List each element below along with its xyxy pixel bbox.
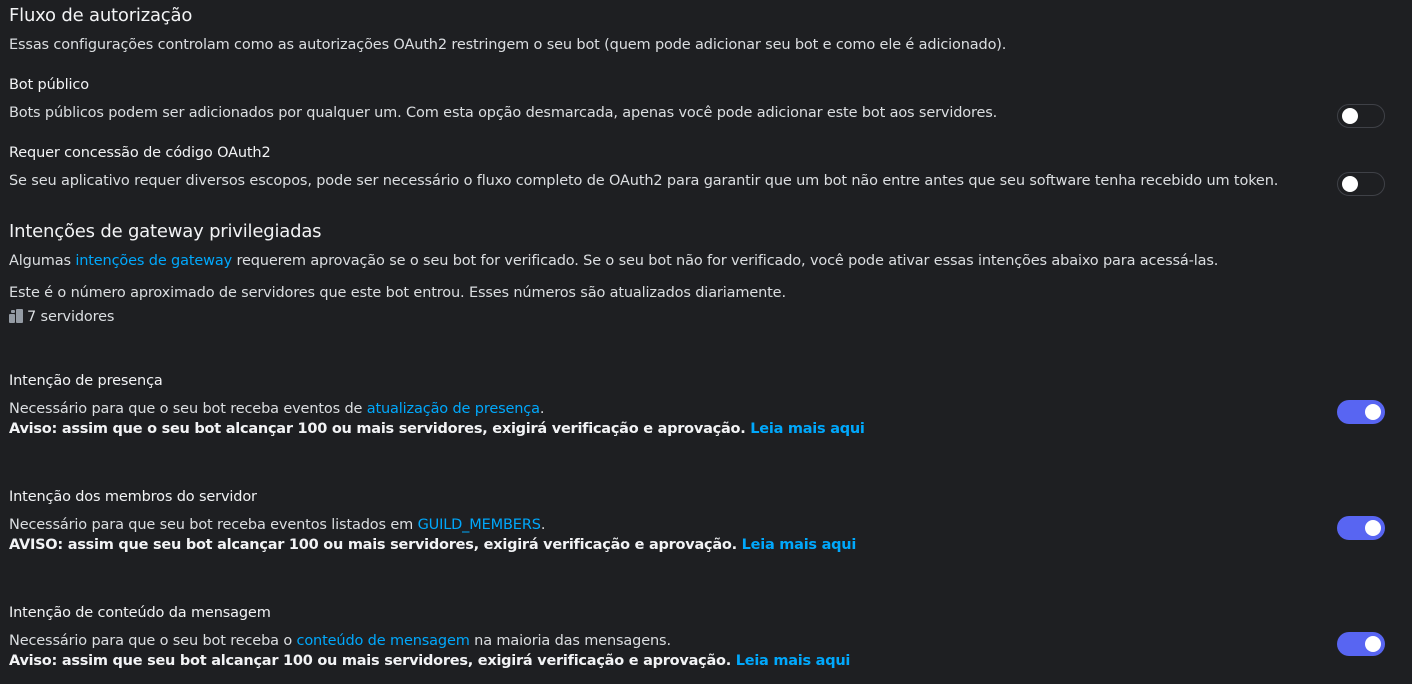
toggle-knob (1342, 176, 1358, 192)
toggle-knob (1342, 108, 1358, 124)
code-grant-toggle[interactable] (1337, 172, 1385, 196)
message-content-warning-text: Aviso: assim que seu bot alcançar 100 ou mais servidores, exigirá verificação e aprovação. (9, 653, 731, 669)
message-content-intent-warning (9, 653, 850, 669)
message-content-intent-description (9, 633, 671, 649)
public-bot-description: Bots públicos podem ser adicionados por qualquer um. Com esta opção desmarcada, apenas você pode adicionar este bot aos servidores. (9, 105, 998, 121)
presence-update-link[interactable]: atualização de presença (366, 401, 540, 417)
members-warning-text: AVISO: assim que seu bot alcançar 100 ou mais servidores, exigirá verificação e aprovação. (9, 537, 737, 553)
gateway-intents-link[interactable]: intenções de gateway (75, 253, 233, 269)
toggle-knob (1365, 520, 1381, 536)
message-content-intent-label: Intenção de conteúdo da mensagem (9, 605, 271, 621)
code-grant-label: Requer concessão de código OAuth2 (9, 145, 271, 161)
auth-flow-description: Essas configurações controlam como as autorizações OAuth2 restringem o seu bot (quem pode adicionar seu bot e como ele é adicionado). (9, 37, 1007, 53)
message-content-desc-prefix: Necessário para que o seu bot receba o (9, 633, 297, 649)
auth-flow-title: Fluxo de autorização (9, 5, 193, 26)
server-count-text: 7 servidores (27, 309, 115, 325)
members-intent-warning (9, 537, 856, 553)
presence-desc-suffix: . (539, 401, 545, 417)
members-intent-description (9, 517, 545, 533)
server-count-note: Este é o número aproximado de servidores que este bot entrou. Esses números são atualizados diariamente. (9, 285, 786, 301)
intents-description (9, 253, 1218, 269)
presence-intent-label: Intenção de presença (9, 373, 163, 389)
members-intent-toggle[interactable] (1337, 516, 1385, 540)
presence-warning-text: Aviso: assim que o seu bot alcançar 100 ou mais servidores, exigirá verificação e aprovação. (9, 421, 746, 437)
members-intent-label: Intenção dos membros do servidor (9, 489, 257, 505)
intents-desc-suffix: requerem aprovação se o seu bot for verificado. Se o seu bot não for verificado, você pode ativar essas intenções abaixo para acessá-las. (232, 253, 1219, 269)
public-bot-toggle[interactable] (1337, 104, 1385, 128)
members-read-more-link[interactable]: Leia mais aqui (741, 537, 857, 553)
guild-members-link[interactable]: GUILD_MEMBERS (417, 517, 541, 533)
message-content-desc-suffix: na maioria das mensagens. (469, 633, 671, 649)
public-bot-label: Bot público (9, 77, 89, 93)
presence-read-more-link[interactable]: Leia mais aqui (750, 421, 865, 437)
intents-title: Intenções de gateway privilegiadas (9, 221, 322, 242)
server-icon (9, 309, 23, 323)
members-desc-prefix: Necessário para que seu bot receba eventos listados em (9, 517, 418, 533)
members-desc-suffix: . (540, 517, 546, 533)
presence-intent-toggle[interactable] (1337, 400, 1385, 424)
intents-desc-prefix: Algumas (9, 253, 76, 269)
server-count (9, 309, 114, 325)
message-content-link[interactable]: conteúdo de mensagem (296, 633, 470, 649)
message-content-intent-toggle[interactable] (1337, 632, 1385, 656)
presence-intent-warning (9, 421, 865, 437)
presence-intent-description (9, 401, 544, 417)
message-content-read-more-link[interactable]: Leia mais aqui (735, 653, 851, 669)
presence-desc-prefix: Necessário para que o seu bot receba eventos de (9, 401, 367, 417)
toggle-knob (1365, 404, 1381, 420)
code-grant-description: Se seu aplicativo requer diversos escopos, pode ser necessário o fluxo completo de OAuth2 para garantir que um bot não entre antes que seu software tenha recebido um token. (9, 173, 1279, 189)
toggle-knob (1365, 636, 1381, 652)
